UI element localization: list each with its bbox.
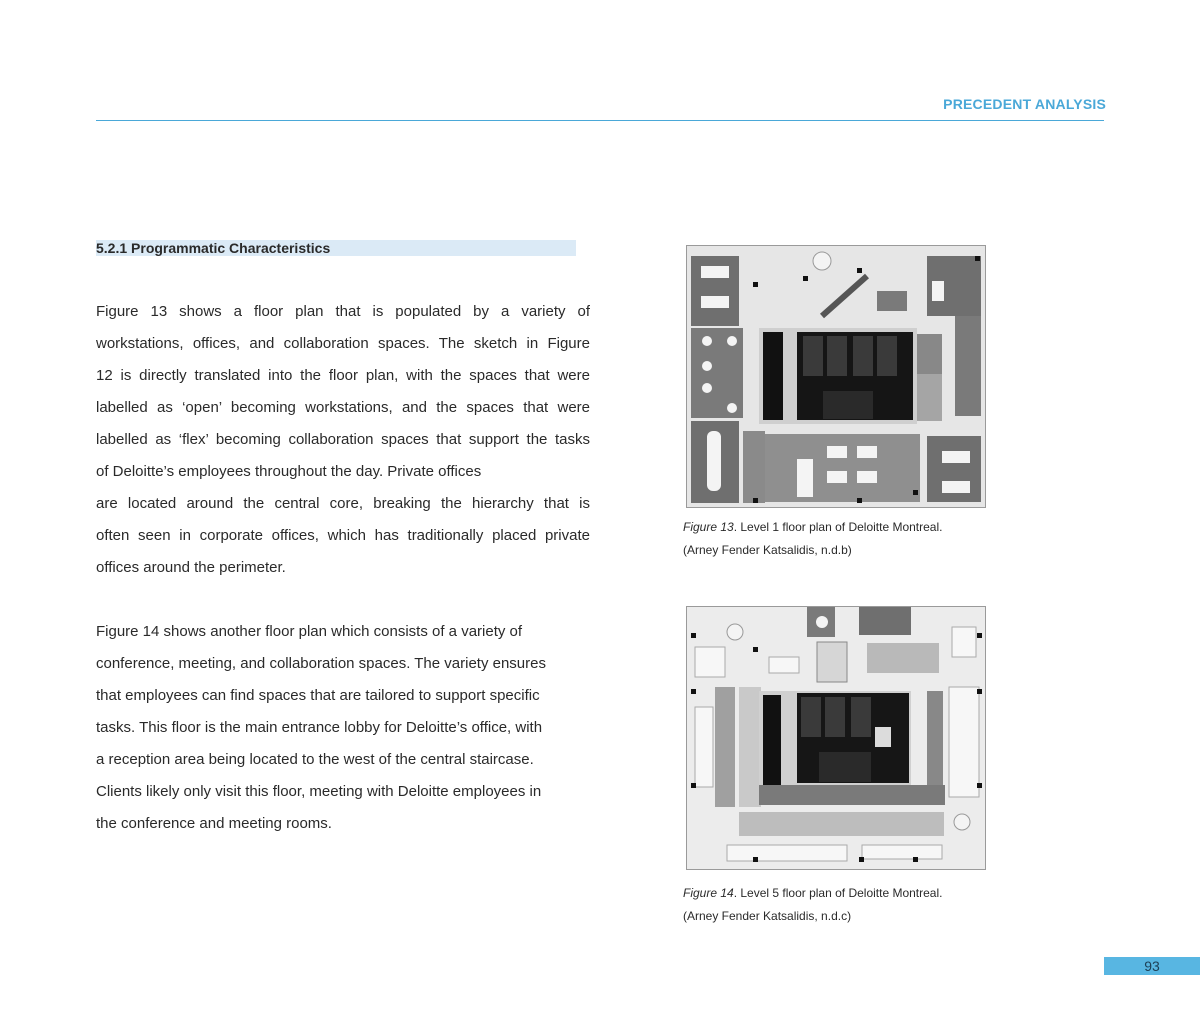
paragraph-line: offices around the perimeter. [96,559,286,576]
paragraph-line: Clients likely only visit this floor, meeting with Deloitte employees in [96,783,542,800]
paragraph-line: labelled as ‘open’ becoming workstations, and the spaces that were [96,399,590,416]
paragraph-line: labelled as ‘flex’ becoming collaboration spaces that support the tasks [96,431,590,448]
page-number: 93 [1104,957,1200,975]
figure-13-source: (Arney Fender Katsalidis, n.d.b) [683,543,852,557]
paragraph-line: that employees can find spaces that are tailored to support specific [96,687,540,704]
paragraph-line: tasks. This floor is the main entrance lobby for Deloitte’s office, with [96,719,543,736]
paragraph-line: the conference and meeting rooms. [96,815,332,832]
floor-plan-level-5 [686,606,986,870]
figure-13-label: Figure 13 [683,520,734,534]
running-header: PRECEDENT ANALYSIS [943,96,1106,112]
paragraph-line: Figure 14 shows another floor plan which consists of a variety of [96,623,523,640]
paragraph-line: a reception area being located to the west of the central staircase. [96,751,534,768]
header-rule [96,120,1104,121]
figure-13-caption [683,516,942,562]
paragraph-line: conference, meeting, and collaboration spaces. The variety ensures [96,655,546,672]
figure-14-source: (Arney Fender Katsalidis, n.d.c) [683,909,852,923]
section-heading: 5.2.1 Programmatic Characteristics [96,240,576,256]
paragraph-line: of Deloitte’s employees throughout the day. Private offices [96,463,482,480]
floor-plan-level-1-drawing [687,246,985,507]
paragraph-line: are located around the central core, breaking the hierarchy that is [96,495,590,512]
figure-14-caption-text: . Level 5 floor plan of Deloitte Montreal. [733,886,943,900]
floor-plan-level-1 [686,245,986,508]
paragraph-line: often seen in corporate offices, which has traditionally placed private [96,527,590,544]
figure-14-caption [683,882,942,928]
paragraph-line: Figure 13 shows a floor plan that is populated by a variety of [96,303,590,320]
paragraph-line: workstations, offices, and collaboration spaces. The sketch in Figure [96,335,590,352]
paragraph-1 [96,296,590,584]
paragraph-2 [96,616,546,840]
figure-13-caption-text: . Level 1 floor plan of Deloitte Montreal. [733,520,943,534]
figure-14-label: Figure 14 [683,886,734,900]
floor-plan-level-5-drawing [687,607,985,869]
paragraph-line: 12 is directly translated into the floor plan, with the spaces that were [96,367,590,384]
